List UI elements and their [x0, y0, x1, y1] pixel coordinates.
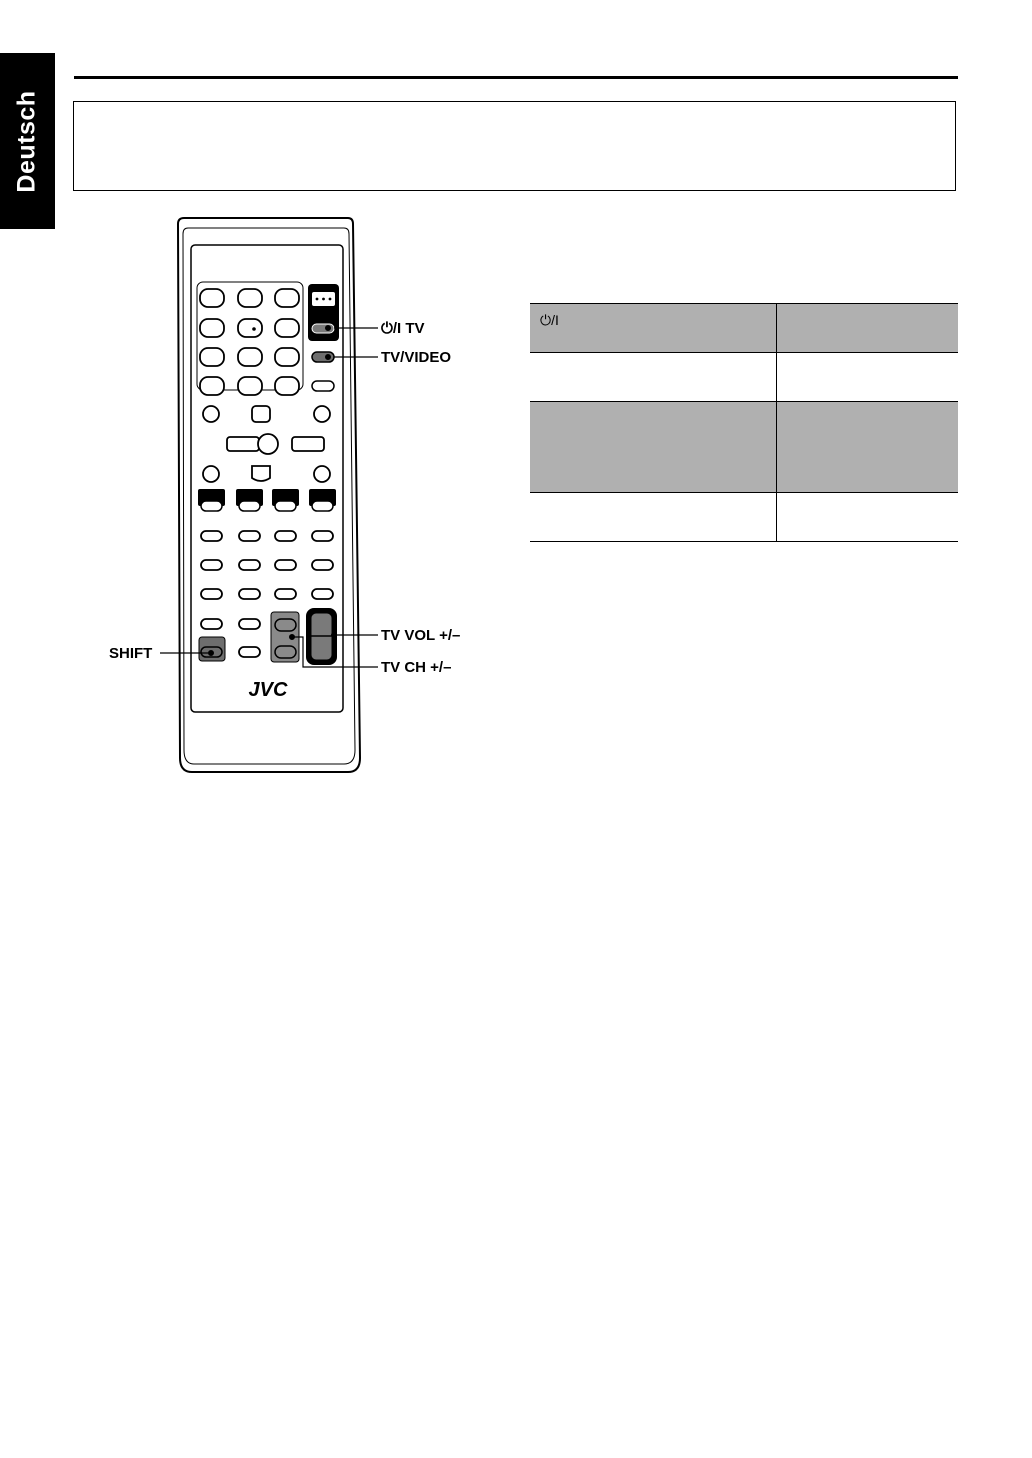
callout-tv-video: TV/VIDEO — [381, 349, 452, 366]
top-rule — [74, 76, 958, 79]
remote-drawing — [100, 210, 480, 780]
table-row — [530, 402, 958, 493]
callout-tv-ch: TV CH +/– — [381, 659, 452, 676]
table-cell-label: ⏻/I — [530, 304, 776, 353]
table-cell-label — [530, 402, 776, 493]
table-row — [530, 353, 958, 402]
table-row — [530, 493, 958, 542]
callout-tv-vol: TV VOL +/– — [381, 627, 461, 644]
section-title-box — [73, 101, 956, 191]
table-cell-value — [776, 304, 958, 353]
brand-logo: JVC — [248, 679, 288, 701]
table-cell-label — [530, 353, 776, 402]
function-table — [530, 303, 958, 542]
remote-illustration — [100, 210, 480, 780]
table-row — [530, 304, 958, 353]
callout-power-tv: ⏻/I TV — [381, 320, 425, 337]
table-cell-value — [776, 353, 958, 402]
table-cell-value — [776, 493, 958, 542]
table-cell-value — [776, 402, 958, 493]
callout-shift: SHIFT — [109, 645, 153, 662]
language-tab-label: Deutsch — [13, 89, 42, 193]
language-tab — [0, 53, 55, 229]
table-cell-label — [530, 493, 776, 542]
